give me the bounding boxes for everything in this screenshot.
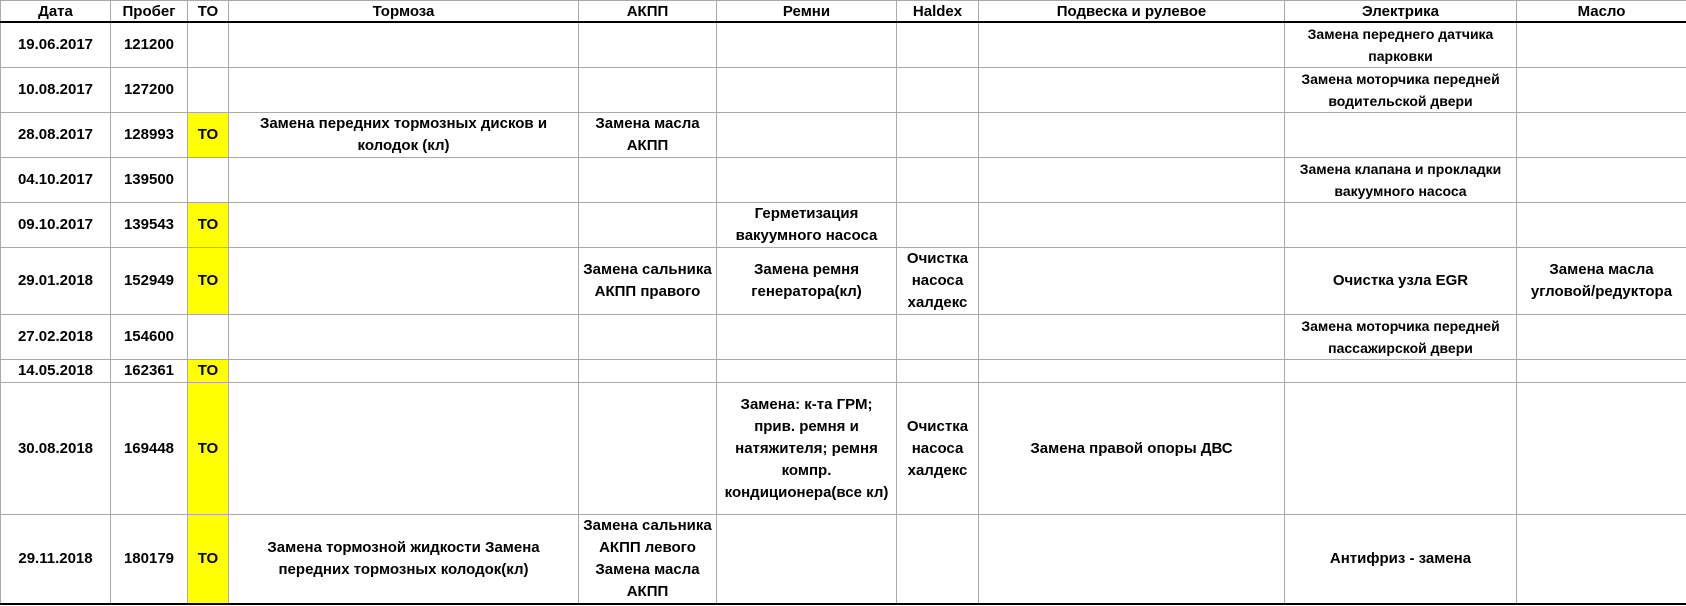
cell-belts[interactable]: Замена: к-та ГРМ; прив. ремня и натяжителя; ремня компр. кондиционера(все кл)	[717, 383, 897, 515]
cell-suspension[interactable]	[979, 113, 1285, 158]
cell-brakes[interactable]	[229, 22, 579, 68]
cell-brakes[interactable]	[229, 203, 579, 248]
cell-date[interactable]: 14.05.2018	[1, 360, 111, 383]
cell-to[interactable]	[188, 22, 229, 68]
cell-mileage[interactable]: 121200	[111, 22, 188, 68]
column-header-belts[interactable]: Ремни	[717, 1, 897, 23]
cell-haldex[interactable]	[897, 203, 979, 248]
cell-oil[interactable]	[1517, 315, 1686, 360]
cell-oil[interactable]	[1517, 68, 1686, 113]
table-row	[1, 68, 1686, 113]
cell-haldex[interactable]: Очистка насоса халдекс	[897, 383, 979, 515]
cell-to[interactable]: ТО	[188, 515, 229, 605]
cell-akpp[interactable]: Замена масла АКПП	[579, 113, 717, 158]
cell-suspension[interactable]	[979, 248, 1285, 315]
cell-haldex[interactable]	[897, 22, 979, 68]
table-row	[1, 158, 1686, 203]
cell-brakes[interactable]	[229, 383, 579, 515]
cell-to[interactable]	[188, 68, 229, 113]
column-header-to[interactable]: ТО	[188, 1, 229, 23]
cell-electrics[interactable]: Замена моторчика передней водительской двери	[1285, 68, 1517, 113]
cell-haldex[interactable]	[897, 113, 979, 158]
cell-date[interactable]: 29.01.2018	[1, 248, 111, 315]
cell-akpp[interactable]	[579, 360, 717, 383]
cell-akpp[interactable]: Замена сальника АКПП левого Замена масла АКПП	[579, 515, 717, 605]
cell-brakes[interactable]	[229, 248, 579, 315]
column-header-date[interactable]: Дата	[1, 1, 111, 23]
cell-oil[interactable]	[1517, 515, 1686, 605]
table-row	[1, 113, 1686, 158]
cell-mileage[interactable]: 162361	[111, 360, 188, 383]
cell-suspension[interactable]	[979, 68, 1285, 113]
column-header-mileage[interactable]: Пробег	[111, 1, 188, 23]
cell-suspension[interactable]	[979, 360, 1285, 383]
table-row	[1, 22, 1686, 68]
cell-brakes[interactable]: Замена тормозной жидкости Замена передних тормозных колодок(кл)	[229, 515, 579, 605]
cell-electrics[interactable]	[1285, 383, 1517, 515]
column-header-suspension[interactable]: Подвеска и рулевое	[979, 1, 1285, 23]
column-header-brakes[interactable]: Тормоза	[229, 1, 579, 23]
cell-haldex[interactable]	[897, 315, 979, 360]
cell-akpp[interactable]	[579, 22, 717, 68]
cell-date[interactable]: 30.08.2018	[1, 383, 111, 515]
cell-belts[interactable]	[717, 68, 897, 113]
cell-date[interactable]: 04.10.2017	[1, 158, 111, 203]
table-row	[1, 248, 1686, 315]
table-row	[1, 315, 1686, 360]
table-row	[1, 360, 1686, 383]
cell-oil[interactable]: Замена масла угловой/редуктора	[1517, 248, 1686, 315]
cell-akpp[interactable]	[579, 383, 717, 515]
cell-akpp[interactable]: Замена сальника АКПП правого	[579, 248, 717, 315]
cell-haldex[interactable]	[897, 360, 979, 383]
cell-oil[interactable]	[1517, 383, 1686, 515]
cell-electrics[interactable]: Антифриз - замена	[1285, 515, 1517, 605]
column-header-akpp[interactable]: АКПП	[579, 1, 717, 23]
cell-electrics[interactable]: Замена моторчика передней пассажирской двери	[1285, 315, 1517, 360]
cell-haldex[interactable]: Очистка насоса халдекс	[897, 248, 979, 315]
cell-brakes[interactable]	[229, 360, 579, 383]
cell-oil[interactable]	[1517, 360, 1686, 383]
cell-brakes[interactable]	[229, 68, 579, 113]
cell-oil[interactable]	[1517, 113, 1686, 158]
cell-mileage[interactable]: 152949	[111, 248, 188, 315]
cell-mileage[interactable]: 169448	[111, 383, 188, 515]
cell-oil[interactable]	[1517, 203, 1686, 248]
cell-electrics[interactable]: Замена клапана и прокладки вакуумного насоса	[1285, 158, 1517, 203]
cell-haldex[interactable]	[897, 515, 979, 605]
cell-akpp[interactable]	[579, 315, 717, 360]
cell-date[interactable]: 19.06.2017	[1, 22, 111, 68]
cell-suspension[interactable]	[979, 158, 1285, 203]
cell-to[interactable]: ТО	[188, 360, 229, 383]
cell-oil[interactable]	[1517, 158, 1686, 203]
cell-suspension[interactable]	[979, 315, 1285, 360]
cell-date[interactable]: 10.08.2017	[1, 68, 111, 113]
cell-haldex[interactable]	[897, 158, 979, 203]
cell-electrics[interactable]	[1285, 203, 1517, 248]
table-row	[1, 383, 1686, 515]
cell-mileage[interactable]: 139543	[111, 203, 188, 248]
cell-belts[interactable]	[717, 158, 897, 203]
cell-suspension[interactable]	[979, 203, 1285, 248]
cell-haldex[interactable]	[897, 68, 979, 113]
cell-suspension[interactable]	[979, 515, 1285, 605]
cell-date[interactable]: 28.08.2017	[1, 113, 111, 158]
cell-belts[interactable]: Герметизация вакуумного насоса	[717, 203, 897, 248]
cell-date[interactable]: 27.02.2018	[1, 315, 111, 360]
cell-belts[interactable]	[717, 22, 897, 68]
cell-to[interactable]: ТО	[188, 113, 229, 158]
cell-mileage[interactable]: 128993	[111, 113, 188, 158]
cell-to[interactable]: ТО	[188, 383, 229, 515]
column-header-electrics[interactable]: Электрика	[1285, 1, 1517, 23]
header-row	[1, 1, 1686, 23]
table-row	[1, 515, 1686, 605]
cell-electrics[interactable]	[1285, 113, 1517, 158]
column-header-haldex[interactable]: Haldex	[897, 1, 979, 23]
cell-belts[interactable]: Замена ремня генератора(кл)	[717, 248, 897, 315]
cell-belts[interactable]	[717, 360, 897, 383]
cell-brakes[interactable]: Замена передних тормозных дисков и колодок (кл)	[229, 113, 579, 158]
cell-belts[interactable]	[717, 515, 897, 605]
cell-electrics[interactable]	[1285, 360, 1517, 383]
cell-belts[interactable]	[717, 315, 897, 360]
cell-date[interactable]: 09.10.2017	[1, 203, 111, 248]
cell-akpp[interactable]	[579, 158, 717, 203]
cell-mileage[interactable]: 154600	[111, 315, 188, 360]
cell-akpp[interactable]	[579, 68, 717, 113]
column-header-oil[interactable]: Масло	[1517, 1, 1686, 23]
cell-to[interactable]: ТО	[188, 203, 229, 248]
cell-to[interactable]	[188, 315, 229, 360]
table-row	[1, 203, 1686, 248]
cell-electrics[interactable]: Очистка узла EGR	[1285, 248, 1517, 315]
cell-mileage[interactable]: 180179	[111, 515, 188, 605]
cell-brakes[interactable]	[229, 158, 579, 203]
cell-mileage[interactable]: 127200	[111, 68, 188, 113]
cell-belts[interactable]	[717, 113, 897, 158]
cell-suspension[interactable]: Замена правой опоры ДВС	[979, 383, 1285, 515]
cell-date[interactable]: 29.11.2018	[1, 515, 111, 605]
cell-electrics[interactable]: Замена переднего датчика парковки	[1285, 22, 1517, 68]
cell-suspension[interactable]	[979, 22, 1285, 68]
cell-oil[interactable]	[1517, 22, 1686, 68]
cell-brakes[interactable]	[229, 315, 579, 360]
cell-to[interactable]: ТО	[188, 248, 229, 315]
cell-akpp[interactable]	[579, 203, 717, 248]
cell-mileage[interactable]: 139500	[111, 158, 188, 203]
cell-to[interactable]	[188, 158, 229, 203]
